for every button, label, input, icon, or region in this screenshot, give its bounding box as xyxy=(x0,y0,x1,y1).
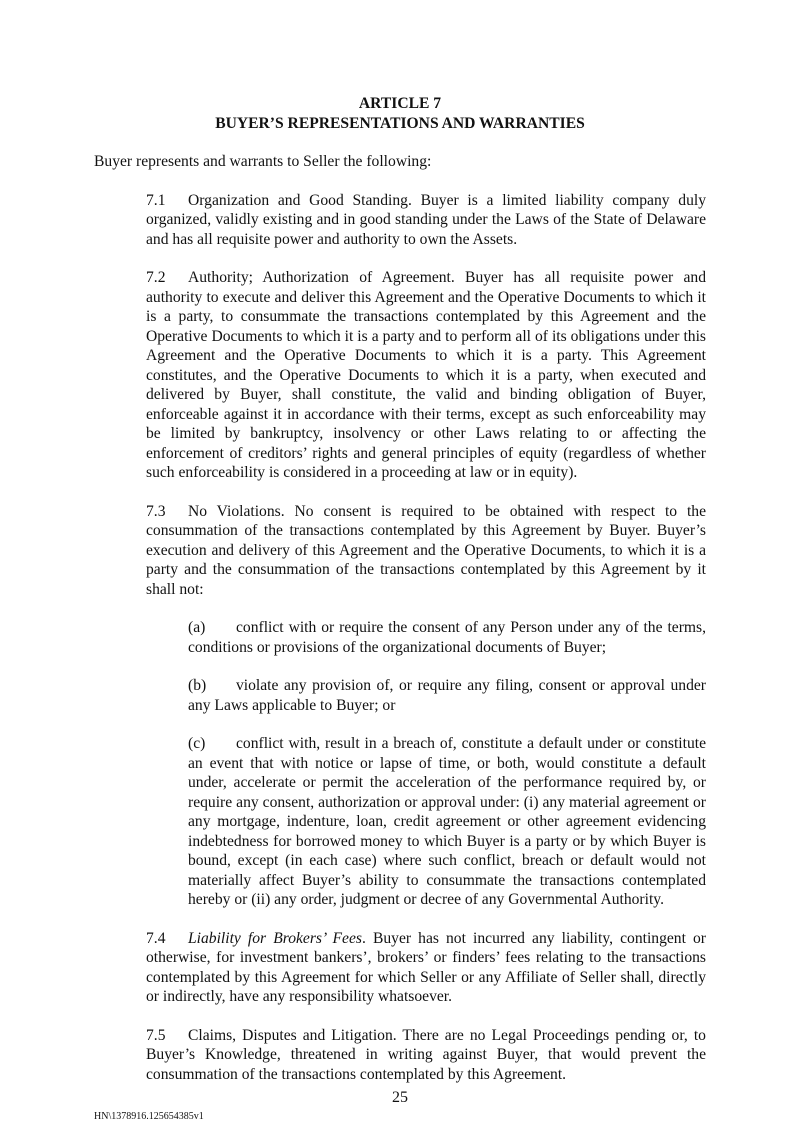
section-number: 7.4 xyxy=(146,929,166,947)
section-text: Buyer has all requisite power and authority to execute and deliver this Agreement and the Operative Documents to which it is a party, to consummate the transactions contemplated by this Agreement and the Operative Documents to which it is a party and to perform all of its obligations under this Agreement and the Operative Documents to which it is a party. This Agreement constitutes, and the Operative Documents to which it is a party, when executed and delivered by Buyer, shall constitute, the valid and binding obligation of Buyer, enforceable against it in accordance with their terms, except as such enforceability may be limited by bankruptcy, insolvency or other Laws relating to or affecting the enforcement of creditors’ rights and general principles of equity (regardless of whether such enforceability is considered in a proceeding at law or in equity). xyxy=(146,269,706,481)
section-7-5 xyxy=(94,1026,706,1085)
subclause-b xyxy=(94,676,706,715)
subclause-text: violate any provision of, or require any filing, consent or approval under any Laws applicable to Buyer; or xyxy=(188,677,706,714)
subclause-label: (a) xyxy=(188,619,206,636)
section-7-2 xyxy=(94,268,706,483)
section-number: 7.1 xyxy=(146,191,166,209)
section-heading: No Violations. xyxy=(188,502,285,520)
section-text: . Buyer has not incurred any liability, contingent or otherwise, for investment bankers’, brokers’ or finders’ fees relating to the transactions contemplated by this Agreement for which Seller or any Affiliate of Seller shall, directly or indirectly, have any responsibility whatsoever. xyxy=(146,929,706,1005)
section-number: 7.5 xyxy=(146,1026,166,1044)
subclause-label: (c) xyxy=(188,735,206,752)
subclause-label: (b) xyxy=(188,677,207,694)
document-page xyxy=(94,0,706,1143)
subclause-c xyxy=(94,734,706,910)
subclause-a xyxy=(94,618,706,657)
subclause-text: conflict with, result in a breach of, constitute a default under or constitute an event that with notice or lapse of time, or both, would constitute a default under, accelerate or permit the acceleration of the performance required by, or require any consent, authorization or approval under: (i) any material agreement or any mortgage, indenture, loan, credit agreement or other agreement evidencing indebtedness for borrowed money to which Buyer is a party or by which Buyer is bound, except (in each case) where such conflict, breach or default would not materially affect Buyer’s ability to consummate the transactions contemplated hereby or (ii) any order, judgment or decree of any Governmental Authority. xyxy=(188,735,706,908)
section-number: 7.2 xyxy=(146,269,166,286)
section-text: No consent is required to be obtained with respect to the consummation of the transactions contemplated by this Agreement by Buyer. Buyer’s execution and delivery of this Agreement and the Operative Documents, to which it is a party and the consummation of the transactions contemplated by this Agreement by it shall not: xyxy=(146,502,707,598)
section-heading: Authority; Authorization of Agreement. xyxy=(188,269,455,286)
article-title: BUYER’S REPRESENTATIONS AND WARRANTIES xyxy=(215,114,585,132)
section-number: 7.3 xyxy=(146,502,166,520)
section-text: There are no Legal Proceedings pending or, to Buyer’s Knowledge, threatened in writing against Buyer, that would prevent the consummation of the transactions contemplated by this Agreement. xyxy=(146,1026,706,1083)
section-7-1 xyxy=(94,191,706,250)
article-number: ARTICLE 7 xyxy=(358,95,442,112)
page-number: 25 xyxy=(392,1089,408,1106)
section-text: Buyer is a limited liability company duly organized, validly existing and in good standing under the Laws of the State of Delaware and has all requisite power and authority to own the Assets. xyxy=(146,191,706,248)
subclause-text: conflict with or require the consent of any Person under any of the terms, conditions or provisions of the organizational documents of Buyer; xyxy=(188,619,706,656)
section-7-3 xyxy=(94,502,706,600)
intro: Buyer represents and warrants to Seller the following: xyxy=(94,153,432,170)
section-heading: Claims, Disputes and Litigation. xyxy=(188,1026,397,1044)
document-id-footer: HN\1378916.125654385v1 xyxy=(94,1111,204,1122)
section-heading: Organization and Good Standing. xyxy=(188,191,412,209)
section-heading: Liability for Brokers’ Fees xyxy=(188,929,362,947)
section-7-4 xyxy=(94,929,706,1007)
